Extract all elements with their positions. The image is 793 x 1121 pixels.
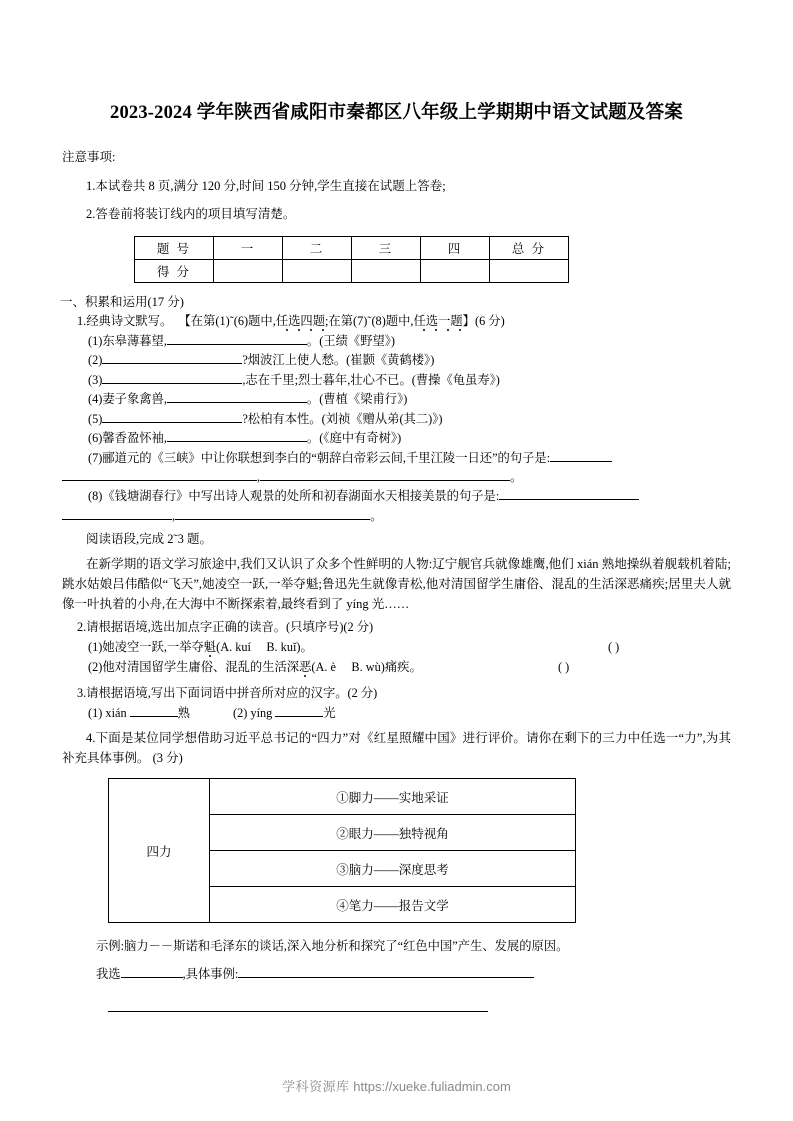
sili-table <box>108 778 576 923</box>
score-cell-0[interactable] <box>214 260 283 283</box>
question-4-body: 下面是某位同学想借助习近平总书记的“四力”对《红星照耀中国》进行评价。请你在剩下的三力中任选一“力”,为其补充具体事例。 (3 分) <box>62 730 731 766</box>
sili-table-row-4: ④笔力——报告文学 <box>210 887 576 923</box>
q1-item-2-no: (2) <box>88 353 103 368</box>
watermark-url: https://xueke.fuliadmin.com <box>353 1079 511 1094</box>
question-1-number: 1.经典诗文默写。 <box>77 314 173 329</box>
question-4-example: 示例:脑力－－斯诺和毛泽东的谈话,深入地分析和探究了“红色中国”产生、发展的原因。 <box>96 939 569 954</box>
q2-c1-option-a[interactable]: (A. kuí <box>216 639 251 654</box>
q1-item-1-after: 。(王绩《野望》) <box>306 333 396 348</box>
q1-item-4-blank[interactable] <box>167 402 307 403</box>
q2-c1-no: (1) <box>88 639 103 654</box>
list-item <box>88 390 793 408</box>
table-row <box>109 779 576 815</box>
page-title: 2023-2024 学年陕西省咸阳市秦都区八年级上学期期中语文试题及答案 <box>110 103 683 123</box>
score-cell-4[interactable] <box>490 260 569 283</box>
q3-item-1-blank[interactable] <box>130 716 178 717</box>
q1-item-5-no: (5) <box>88 411 103 426</box>
question-4-answer-line <box>96 965 793 985</box>
q1-item-8-period: 。 <box>370 508 383 523</box>
q1-item-6-after: 。(《庭中有奇树》) <box>306 431 402 446</box>
q2-c1-text-a: 她凌空一跃,一举夺 <box>102 639 204 654</box>
q2-c2-dot-char: 恶 <box>299 660 312 675</box>
score-table-col-2: 三 <box>352 237 421 260</box>
q1-item-7-blank-c[interactable] <box>260 480 510 481</box>
q1-item-6-no: (6) <box>88 431 103 446</box>
score-table-col-3: 四 <box>421 237 490 260</box>
q1-item-3-no: (3) <box>88 372 103 387</box>
q3-item-2-char: 光 <box>323 705 336 720</box>
q3-item-1-pinyin: xián <box>105 705 127 720</box>
q1-item-8-text: 《钱塘湖春行》中写出诗人观景的处所和初春湖面水天相接美景的句子是: <box>102 489 500 504</box>
question-1-instruction-mid: ;在第(7)˜(8)题中, <box>325 314 414 329</box>
q3-item-2-blank[interactable] <box>275 716 323 717</box>
table-row <box>135 237 569 260</box>
list-item <box>88 332 793 350</box>
answer-prefix-label: 我选 <box>96 967 121 982</box>
score-table-row-label-0: 题 号 <box>135 237 214 260</box>
question-1-emphasis-2: 任选一题 <box>413 314 463 329</box>
score-cell-2[interactable] <box>352 260 421 283</box>
notice-item-2: 2.答卷前将装订线内的项目填写清楚。 <box>86 207 296 222</box>
q1-item-8-blank-b[interactable] <box>62 519 172 520</box>
q1-item-8-no: (8) <box>88 489 103 504</box>
score-table <box>134 236 569 283</box>
q1-item-7-blank-b[interactable] <box>62 480 257 481</box>
watermark-label: 学科资源库 <box>282 1079 350 1094</box>
q1-item-8-blank-a[interactable] <box>499 499 639 500</box>
q1-item-7-no: (7) <box>88 450 103 465</box>
q2-c2-text-a: 他对清国留学生庸俗、混乱的生活深 <box>102 660 300 675</box>
q1-item-5-after: ?松柏有本性。(刘祯《赠从弟(其二)》) <box>242 411 443 426</box>
score-table-col-1: 二 <box>283 237 352 260</box>
score-cell-1[interactable] <box>283 260 352 283</box>
q1-item-1-before: 东皋薄暮望, <box>102 333 167 348</box>
answer-detail-blank[interactable] <box>238 977 534 978</box>
q3-item-2-pinyin: yíng <box>250 705 273 720</box>
score-table-row-label-1: 得 分 <box>135 260 214 283</box>
table-row <box>135 260 569 283</box>
question-1-instruction-close: 】(6 分) <box>462 314 505 329</box>
question-1-instruction-open: 【在第(1)˜(6)题中, <box>178 314 276 329</box>
q3-item-2-no: (2) <box>233 705 248 720</box>
question-4-text <box>62 728 731 769</box>
q1-item-8-blank-c[interactable] <box>175 519 370 520</box>
list-item-continuation <box>62 507 793 525</box>
reading-passage: 在新学期的语文学习旅途中,我们又认识了众多个性鲜明的人物:辽宁舰官兵就像雄鹰,他们 xián 熟地操纵着舰载机着陆;跳水姑娘吕伟酷似“飞天”,她凌空一跃,一举夺魁;鲁迅先生就像青松,他对清国留学生庸俗、混乱的生活深恶痛疾;居里夫人就像一叶执着的小舟,在大海中不断探索着,最终看到了 yíng 光…… <box>62 556 731 612</box>
passage-prompt: 阅读语段,完成 2˜3 题。 <box>86 532 213 547</box>
sili-table-label: 四力 <box>109 779 210 923</box>
sili-table-row-2: ②眼力——独特视角 <box>210 815 576 851</box>
q2-c1-option-b[interactable]: B. kuǐ)。 <box>266 639 313 654</box>
q1-item-7-period: 。 <box>510 470 523 485</box>
q2-c2-no: (2) <box>88 660 103 675</box>
q1-item-7-text: 郦道元的《三峡》中让你联想到李白的“朝辞白帝彩云间,千里江陵一日还”的句子是: <box>102 450 551 465</box>
question-3-items <box>88 704 793 722</box>
q1-item-4-no: (4) <box>88 392 103 407</box>
answer-choice-blank[interactable] <box>121 977 183 978</box>
question-2-choice-2 <box>88 658 793 678</box>
q1-item-2-blank[interactable] <box>102 363 242 364</box>
question-4-number: 4. <box>86 730 96 745</box>
notice-item-1: 1.本试卷共 8 页,满分 120 分,时间 150 分钟,学生直接在试题上答卷; <box>86 178 446 193</box>
q1-item-3-blank[interactable] <box>102 383 242 384</box>
question-2-number: 2.请根据语境,选出加点字正确的读音。(只填序号)(2 分) <box>77 620 374 635</box>
q1-item-7-blank-a[interactable] <box>550 461 612 462</box>
list-item <box>88 410 793 428</box>
q2-c2-answer-mark[interactable]: ( ) <box>558 660 570 675</box>
q1-item-7-comma: , <box>257 470 261 485</box>
q1-item-6-blank[interactable] <box>167 441 307 442</box>
q3-item-1-no: (1) <box>88 705 103 720</box>
q1-item-4-after: 。(曹植《梁甫行》) <box>306 392 408 407</box>
sili-table-row-1: ①脚力——实地采证 <box>210 779 576 815</box>
q2-c2-option-b[interactable]: B. wù)痛疾。 <box>351 660 422 675</box>
list-item <box>88 351 793 369</box>
list-item <box>88 449 793 467</box>
q1-item-3-after: ,志在千里;烈士暮年,壮心不已。(曹操《龟虽寿》) <box>242 372 500 387</box>
q1-item-4-before: 妻子象禽兽, <box>102 392 167 407</box>
score-cell-3[interactable] <box>421 260 490 283</box>
q2-c1-dot-char: 魁 <box>203 639 217 654</box>
question-3-number: 3.请根据语境,写出下面词语中拼音所对应的汉字。(2 分) <box>77 686 378 701</box>
footer-watermark <box>0 1076 793 1095</box>
q1-item-5-blank[interactable] <box>102 422 242 423</box>
question-1-header <box>77 313 793 331</box>
section-one-heading: 一、积累和运用(17 分) <box>60 295 184 309</box>
list-item <box>88 429 793 447</box>
q1-item-6-before: 馨香盈怀袖, <box>102 431 167 446</box>
q2-c1-answer-mark[interactable]: ( ) <box>608 639 620 654</box>
list-item-continuation <box>62 468 793 486</box>
question-2-choice-1 <box>88 638 793 658</box>
q1-item-8-comma: , <box>172 508 176 523</box>
answer-mid-label: ,具体事例: <box>182 967 239 982</box>
score-table-col-4: 总 分 <box>490 237 569 260</box>
q3-item-1-char: 熟 <box>177 705 190 720</box>
q1-item-1-blank[interactable] <box>167 344 307 345</box>
question-1-emphasis-1: 任选四题 <box>275 314 326 329</box>
q1-item-1-no: (1) <box>88 333 103 348</box>
list-item <box>88 371 793 389</box>
sili-table-row-3: ③脑力——深度思考 <box>210 851 576 887</box>
q2-c2-option-a[interactable]: (A. è <box>311 660 337 675</box>
q1-item-2-after: ?烟波江上使人愁。(崔颢《黄鹤楼》) <box>242 353 435 368</box>
list-item <box>88 487 793 505</box>
score-table-col-0: 一 <box>214 237 283 260</box>
notice-heading: 注意事项: <box>62 149 116 164</box>
answer-continuation-line[interactable] <box>108 1011 488 1012</box>
